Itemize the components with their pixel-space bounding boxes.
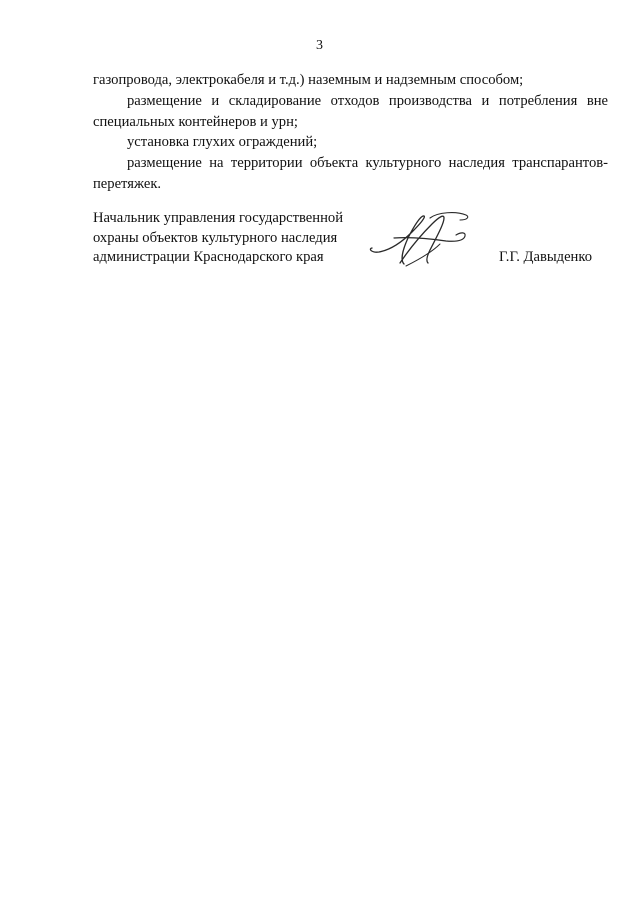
signature-strokes (370, 213, 467, 266)
signature-stroke (370, 216, 424, 264)
signatory-name: Г.Г. Давыденко (499, 249, 593, 265)
list-item-fences: установка глухих ограждений; (127, 134, 318, 151)
position-line: охраны объектов культурного наследия (93, 229, 338, 246)
text-line-continuation: специальных контейнеров и урн; (93, 113, 298, 130)
text-line-continuation: газопровода, электрокабеля и т.д.) наземным и надземным способом; (93, 72, 524, 88)
signatory-position (93, 209, 363, 268)
text-line-continuation: перетяжек. (93, 175, 162, 192)
page-number: 3 (316, 38, 323, 53)
signature-stroke (394, 233, 465, 241)
document-body (93, 70, 608, 195)
position-line: Начальник управления государственной (93, 210, 344, 226)
handwritten-signature (366, 208, 472, 272)
position-line: администрации Краснодарского края (93, 249, 324, 266)
list-item-waste-placement: размещение и складирование отходов производства и потребления вне (127, 92, 608, 109)
list-item-banners: размещение на территории объекта культурного наследия транспарантов- (127, 155, 608, 172)
signature-stroke (430, 213, 468, 220)
